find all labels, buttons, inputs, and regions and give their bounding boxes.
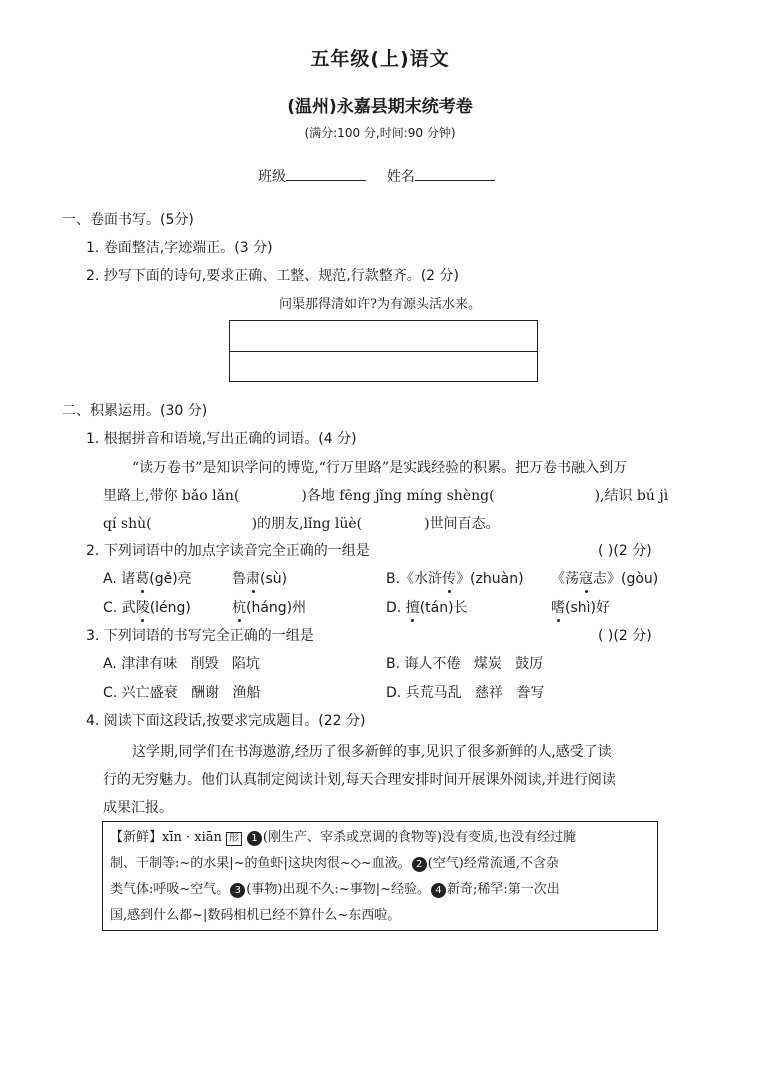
s2-q2-optB2: 《荡寇志》(gòu) xyxy=(551,568,658,588)
section2-heading: 二、积累运用。(30 分) xyxy=(62,403,208,419)
reading-passage-line2: 行的无穷魅力。他们认真制定阅读计划,每天合理安排时间开展课外阅读,并进行阅读 xyxy=(103,772,616,788)
dotted-char: 擅 xyxy=(406,597,420,617)
s2-q3-optB: B. 诲人不倦 煤炭 鼓厉 xyxy=(386,656,544,672)
poem-line: 问渠那得清如许?为有源头活水来。 xyxy=(279,297,481,312)
dotted-char: 寇 xyxy=(579,568,593,588)
s2-q2-optB: B.《水浒传》(zhuàn) xyxy=(386,568,524,588)
class-blank[interactable] xyxy=(286,168,366,181)
sense-number: 1 xyxy=(247,831,262,846)
s2-q1-line3-a: qí shù( xyxy=(103,516,152,532)
s2-q4-stem: 4. 阅读下面这段话,按要求完成题目。(22 分) xyxy=(86,713,366,729)
part-of-speech-tag: 形 xyxy=(226,832,242,846)
s2-q2-paren: ( )(2 分) xyxy=(598,543,652,559)
dotted-char: 葛 xyxy=(135,568,149,588)
s2-q3-paren: ( )(2 分) xyxy=(598,628,652,644)
dict-line1: 【新鲜】xīn · xiān 形 1 (刚生产、宰杀或烹调的食物等)没有变质,也没有经过腌 xyxy=(110,830,577,845)
exam-note: (满分:100 分,时间:90 分钟) xyxy=(304,126,456,140)
s2-q1-line3 xyxy=(103,513,500,533)
dotted-char: 肃 xyxy=(246,568,260,588)
s2-q3-optC: C. 兴亡盛衰 酬谢 渔船 xyxy=(103,685,261,701)
page-title: 五年级(上)语文 xyxy=(310,48,450,70)
s1-q2: 2. 抄写下面的诗句,要求正确、工整、规范,行款整齐。(2 分) xyxy=(86,268,459,284)
s2-q2-optA2: 鲁肃(sù) xyxy=(232,568,287,588)
name-blank[interactable] xyxy=(415,168,495,181)
s2-q1-stem: 1. 根据拼音和语境,写出正确的词语。(4 分) xyxy=(86,431,357,447)
copy-writing-box[interactable] xyxy=(229,320,538,382)
s2-q1-line2 xyxy=(103,485,668,505)
reading-passage-line3: 成果汇报。 xyxy=(103,800,173,816)
exam-subtitle: (温州)永嘉县期末统考卷 xyxy=(287,97,473,117)
dotted-char: 传 xyxy=(442,568,456,588)
dotted-char: 陵 xyxy=(136,597,150,617)
s2-q3-stem: 3. 下列词语的书写完全正确的一组是 xyxy=(86,628,314,644)
s2-q2-optA: A. 诸葛(gě)亮 xyxy=(103,568,192,588)
class-field xyxy=(258,166,495,186)
dict-headword: 【新鲜】xīn · xiān xyxy=(110,830,222,845)
s2-q1-line3-b: )的朋友,lǐng lüè( xyxy=(251,516,363,532)
s2-q2-optD: D. 擅(tán)长 xyxy=(386,597,468,617)
section1-heading: 一、卷面书写。(5分) xyxy=(62,212,194,228)
s1-q1: 1. 卷面整洁,字迹端正。(3 分) xyxy=(86,240,273,256)
dict-line3: 类气体:呼吸~空气。 3 (事物)出现不久:~事物|~经验。 4 新奇;稀罕:第一次出 xyxy=(110,882,560,897)
reading-passage-line1: 这学期,同学们在书海遨游,经历了很多新鲜的事,见识了很多新鲜的人,感受了读 xyxy=(132,744,612,760)
dotted-char: 嗜 xyxy=(551,597,565,617)
s2-q2-stem: 2. 下列词语中的加点字读音完全正确的一组是 xyxy=(86,543,370,559)
name-label: 姓名 xyxy=(386,169,415,185)
sense-number: 2 xyxy=(412,857,427,872)
copy-box-divider xyxy=(230,351,537,352)
class-label: 班级 xyxy=(258,169,286,185)
s2-q2-optC2: 杭(háng)州 xyxy=(232,597,306,617)
s2-q1-line2-c: ),结识 bú jì xyxy=(594,488,669,504)
dict-line2: 制、干制等:~的水果|~的鱼虾|这块肉很~◇~血液。 2 (空气)经常流通,不含杂 xyxy=(110,856,559,871)
s2-q2-optD2: 嗜(shì)好 xyxy=(551,597,610,617)
s2-q3-optA: A. 津津有味 削毁 陷坑 xyxy=(103,656,260,672)
dict-line4: 国,感到什么都~|数码相机已经不算什么~东西啦。 xyxy=(110,908,401,923)
s2-q1-line2-b: )各地 fēng jǐng míng shèng( xyxy=(301,488,495,504)
sense-number: 3 xyxy=(230,883,245,898)
sense-number: 4 xyxy=(431,883,446,898)
dotted-char: 杭 xyxy=(232,597,246,617)
s2-q3-optD: D. 兵荒马乱 慈祥 誊写 xyxy=(386,685,545,701)
s2-q2-optC: C. 武陵(léng) xyxy=(103,597,191,617)
s2-q1-line3-c: )世间百态。 xyxy=(424,516,500,532)
s2-q1-line1: “读万卷书”是知识学问的博览,“行万里路”是实践经验的积累。把万卷书融入到万 xyxy=(132,460,628,476)
s2-q1-line2-a: 里路上,带你 bǎo lǎn( xyxy=(103,488,240,504)
